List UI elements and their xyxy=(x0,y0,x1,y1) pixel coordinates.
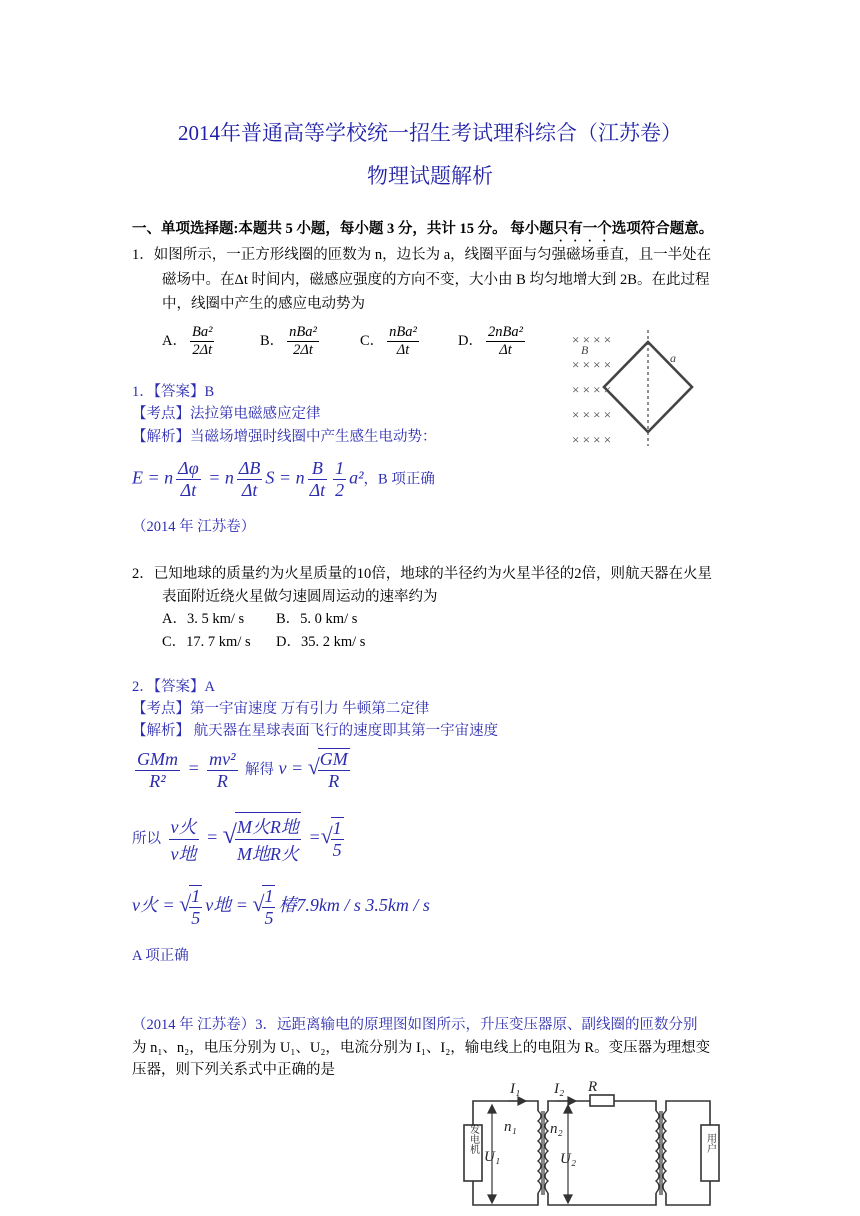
q1-text-line3: 中，线圈中产生的感应电动势为 xyxy=(162,296,365,312)
svg-text:× × × ×: × × × × xyxy=(572,332,612,347)
svg-text:× × × ×: × × × × xyxy=(572,407,612,422)
q1-option-d: D． $\frac{\text{2nBa²}}{\Delta t}$ xyxy=(458,324,523,358)
q1-option-a: A． $\frac{\text{Ba²}}{2\Delta t}$ xyxy=(162,324,213,358)
label-a: a xyxy=(670,351,676,365)
label-i1: I₁ xyxy=(510,1081,521,1097)
section-heading: 一、单项选择题:本题共 5 小题，每小题 3 分，共计 15 分。 每小题只有一个选项符合题意。 xyxy=(132,221,714,237)
label-generator: 发电机 xyxy=(467,1124,479,1154)
q1-option-c: C． $\frac{\text{nBa²}}{\Delta t}$ xyxy=(360,324,417,358)
q2-jiexi: 【解析】 航天器在星球表面飞行的速度即其第一宇宙速度 xyxy=(132,723,499,739)
label-u2: U₂ xyxy=(560,1151,577,1167)
q1-answer: 1．【答案】B xyxy=(132,384,215,400)
label-n1: n₁ xyxy=(504,1119,517,1135)
svg-text:× × × ×: × × × × xyxy=(572,432,612,447)
q1-jiexi: 【解析】当磁场增强时线圈中产生感生电动势： xyxy=(132,429,437,445)
q3-text-line3: 压器，则下列关系式中正确的是 xyxy=(132,1062,335,1078)
q2-equation-3: v火 = √ $\frac{1}{5}$ v地 = √ $\frac{1}{5}$ 椿7.9km / s 3.5km / s xyxy=(132,886,430,928)
q3-text-line2: 为 n₁、n₂，电压分别为 U₁、U₂，电流分别为 I₁、I₂，输电线上的电阻为 R。变压器为理想变 xyxy=(132,1040,711,1056)
label-user: 用户 xyxy=(704,1133,716,1153)
page-subtitle: 物理试题解析 xyxy=(367,164,493,188)
q2-conclusion: A 项正确 xyxy=(132,948,189,964)
resistor-r xyxy=(590,1095,614,1106)
label-n2: n₂ xyxy=(550,1121,563,1137)
q1-text-line1: 1．如图所示，一正方形线圈的匝数为 n，边长为 a，线圈平面与匀强磁场垂直，且一半处在 xyxy=(132,247,712,263)
q2-option-c: C．17. 7 km/ s xyxy=(162,634,251,650)
q2-option-d: D．35. 2 km/ s xyxy=(276,634,366,650)
q1-option-b: B． $\frac{\text{nBa²}}{2\Delta t}$ xyxy=(260,324,317,358)
q1-source: （2014 年 江苏卷） xyxy=(132,519,256,535)
q1-text-line2: 磁场中。在Δt 时间内，磁感应强度的方向不变，大小由 B 均匀地增大到 2B。在此过程 xyxy=(162,272,710,288)
page-title: 2014年普通高等学校统一招生考试理科综合（江苏卷） xyxy=(178,121,682,145)
q2-answer: 2．【答案】A xyxy=(132,679,215,695)
q1-kaodian: 【考点】法拉第电磁感应定律 xyxy=(132,406,321,422)
svg-text:× × × ×: × × × × xyxy=(572,382,612,397)
q3-text-line1: （2014 年 江苏卷）3．远距离输电的原理图如图所示，升压变压器原、副线圈的匝数分别 xyxy=(132,1017,698,1033)
label-i2: I₂ xyxy=(554,1081,565,1097)
q2-option-a: A．3. 5 km/ s xyxy=(162,611,245,627)
label-u1: U₁ xyxy=(484,1149,501,1165)
q2-text-line2: 表面附近绕火星做匀速圆周运动的速率约为 xyxy=(162,589,438,605)
q2-text-line1: 2．已知地球的质量约为火星质量的10倍，地球的半径约为火星半径的2倍，则航天器在火星 xyxy=(132,566,712,582)
q1-coil-figure xyxy=(566,326,706,448)
q2-equation-1: $\frac{\text{GMm}}{\text{R²}}$ = $\frac{\text{mv²}}{R}$ 解得 v = √ $\frac{GM}{R}$ xyxy=(137,748,348,791)
label-b: B xyxy=(581,343,589,357)
label-r: R xyxy=(588,1079,598,1095)
q3-circuit-figure xyxy=(458,1075,738,1213)
q2-kaodian: 【考点】第一宇宙速度 万有引力 牛顿第二定律 xyxy=(132,701,430,717)
q2-equation-2: 所以 $\frac{\text{v火}}{\text{v地}}$ = √ $\frac{\text{M火R地}}{\text{M地R火}}$ =√ $\frac{1}{5}$ xyxy=(132,812,347,866)
q2-option-b: B．5. 0 km/ s xyxy=(276,611,358,627)
q1-equation: E = n $\frac{\Delta\varphi}{\Delta t}$ = n $\frac{\Delta B}{\Delta t}$ S = n $\frac{B}{\Delta t}$ $\frac{1}{2}$ a²，B 项正确 xyxy=(132,458,435,500)
svg-text:× × × ×: × × × × xyxy=(572,357,612,372)
